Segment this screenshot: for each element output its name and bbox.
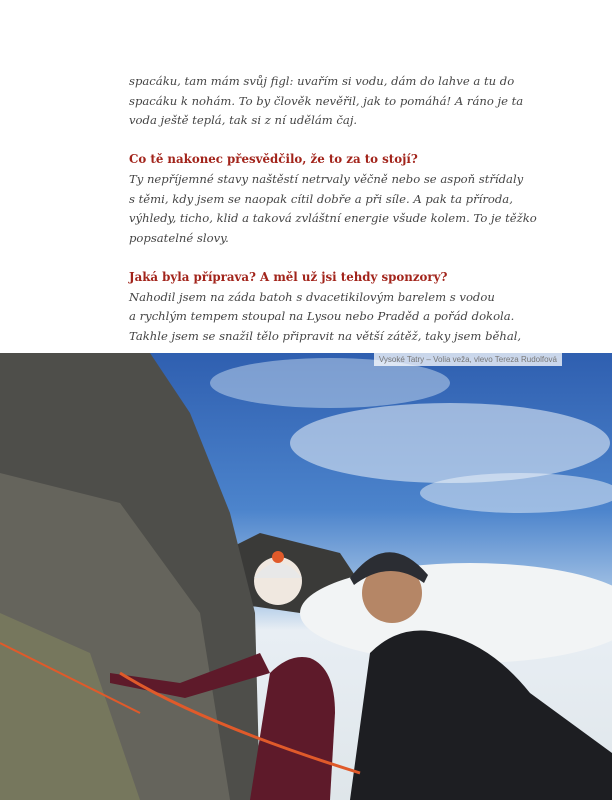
body-line: Takhle jsem se snažil tělo připravit na větší zátěž, taky jsem běhal, <box>129 328 522 343</box>
article-text <box>129 72 537 346</box>
climbing-photo <box>0 353 612 800</box>
body-line: popsatelné slovy. <box>129 230 229 245</box>
body-line: spacáku k nohám. To by člověk nevěřil, jak to pomáhá! A ráno je ta <box>129 93 524 108</box>
body-line: s těmi, kdy jsem se naopak cítil dobře a při síle. A pak ta příroda, <box>129 191 513 206</box>
body-line: Nahodil jsem na záda batoh s dvacetikilovým barelem s vodou <box>129 289 495 304</box>
body-line: výhledy, ticho, klid a taková zvláštní energie všude kolem. To je těžko <box>129 211 537 226</box>
body-line: a rychlým tempem stoupal na Lysou nebo Praděd a pořád dokola. <box>129 309 515 324</box>
photo-caption: Vysoké Tatry – Volia veža, vlevo Tereza Rudolfová <box>374 353 562 366</box>
body-line: Ty nepříjemné stavy naštěstí netrvaly věčně nebo se aspoň střídaly <box>129 171 524 186</box>
photo-illustration <box>0 353 612 800</box>
question-heading: Co tě nakonec přesvědčilo, že to za to stojí? <box>129 152 418 167</box>
body-line: spacáku, tam mám svůj figl: uvařím si vodu, dám do lahve a tu do <box>129 74 515 88</box>
question-heading: Jaká byla příprava? A měl už jsi tehdy sponzory? <box>129 269 448 284</box>
body-line: voda ještě teplá, tak si z ní udělám čaj. <box>129 113 358 128</box>
